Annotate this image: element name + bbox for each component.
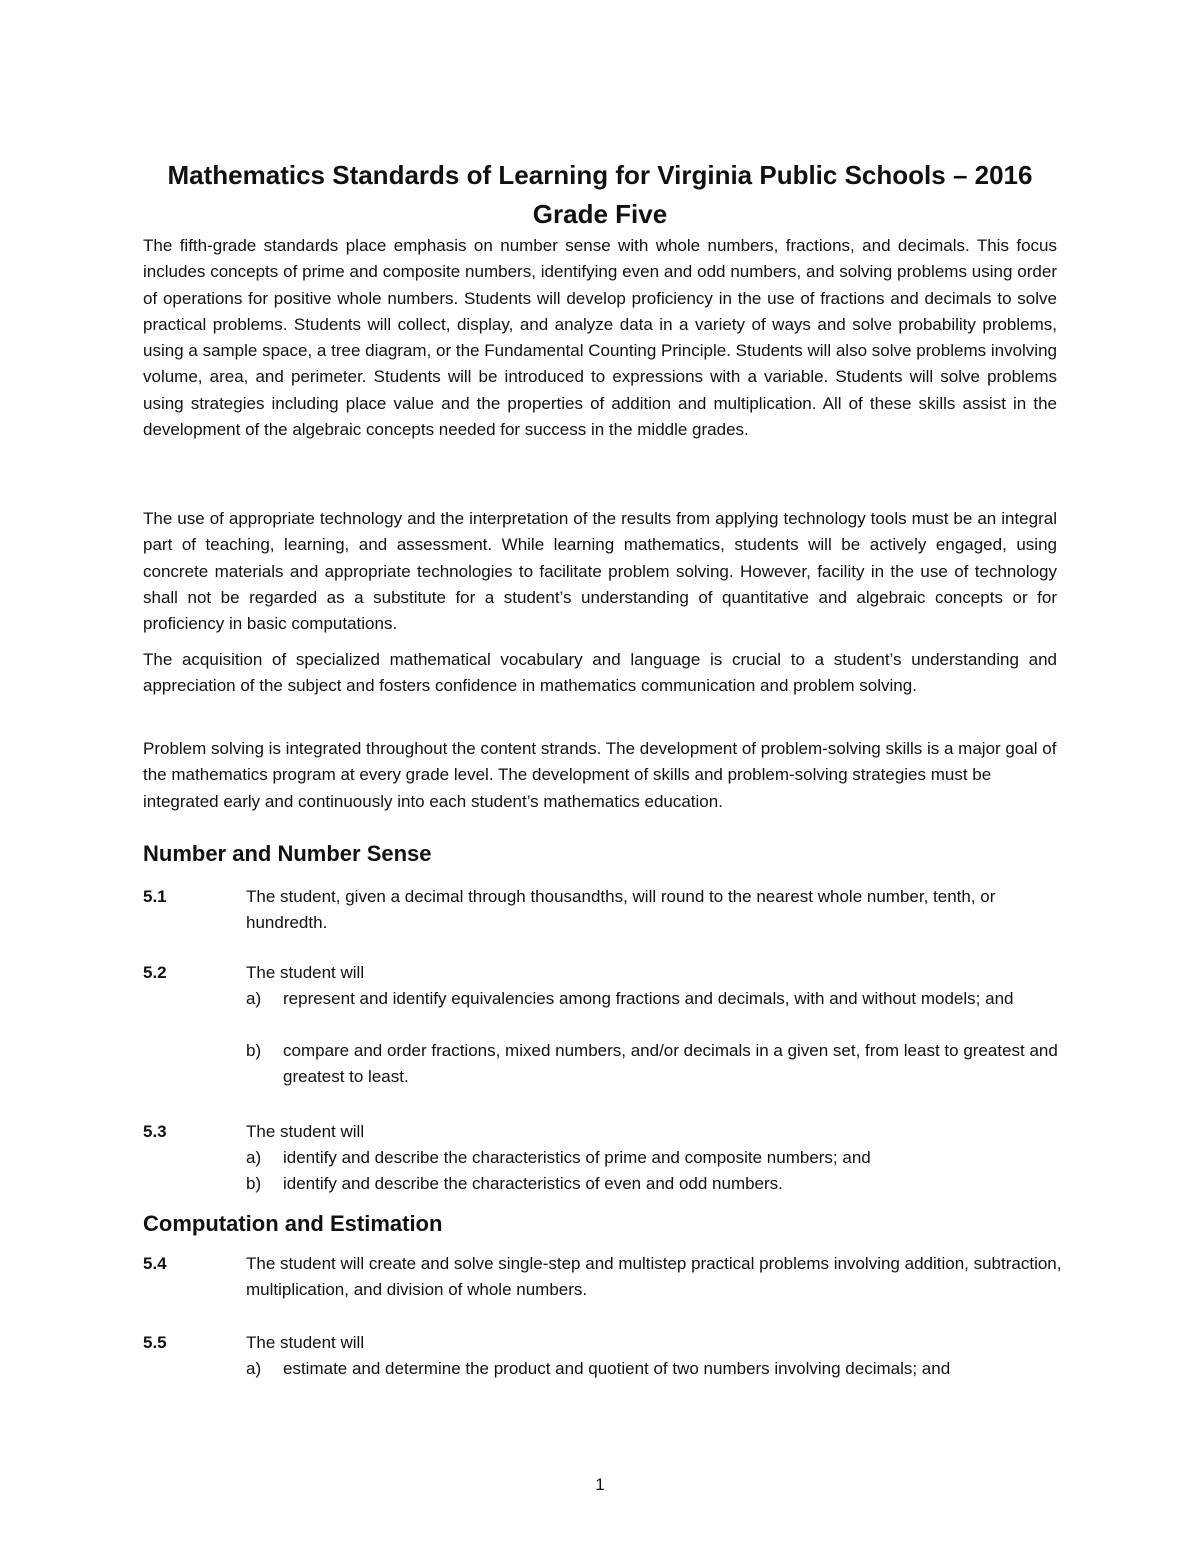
standard-text: The student will	[246, 1333, 365, 1352]
sub-item-letter: a)	[246, 1148, 262, 1167]
standard-number: 5.2	[143, 963, 167, 982]
standard-text: The student will	[246, 963, 365, 982]
intro-paragraph: The fifth-grade standards place emphasis on number sense with whole numbers, fractions, and decimals. This focus includes concepts of prime and composite numbers, identifying even and odd numbers, and solving problems using order of operations for positive whole numbers. Students will develop proficiency in the use of fractions and decimals to solve practical problems. Students will collect, display, and analyze data in a variety of ways and solve probability problems, using a sample space, a tree diagram, or the Fundamental Counting Principle. Students will also solve problems involving volume, area, and perimeter. Students will be introduced to expressions with a variable. Students will solve problems using strategies including place value and the properties of addition and multiplication. All of these skills assist in the development of the algebraic concepts needed for success in the middle grades.	[143, 236, 1057, 440]
standard-number: 5.5	[143, 1333, 167, 1352]
standard-number: 5.1	[143, 887, 167, 906]
sub-item-text: identify and describe the characteristics of prime and composite numbers; and	[283, 1148, 871, 1167]
sub-item-letter: b)	[246, 1174, 262, 1193]
sub-item-text: compare and order fractions, mixed numbers, and/or decimals in a given set, from least to greatest and greatest to least.	[283, 1041, 1058, 1086]
intro-paragraph: Problem solving is integrated throughout the content strands. The development of problem-solving skills is a major goal of the mathematics program at every grade level. The development of skills and problem-solving strategies must be integrated early and continuously into each student’s mathematics education.	[143, 739, 1057, 811]
page-number: 1	[595, 1475, 605, 1494]
document-title: Mathematics Standards of Learning for Virginia Public Schools – 2016	[167, 160, 1033, 190]
grade-title: Grade Five	[532, 199, 668, 229]
standard-number: 5.4	[143, 1254, 167, 1273]
section-heading: Computation and Estimation	[143, 1211, 443, 1236]
sub-item-letter: a)	[246, 989, 262, 1008]
intro-paragraph: The acquisition of specialized mathematical vocabulary and language is crucial to a student’s understanding and appreciation of the subject and fosters confidence in mathematics communication and problem solving.	[143, 650, 1057, 696]
standard-text: The student will	[246, 1122, 365, 1141]
sub-item-text: estimate and determine the product and quotient of two numbers involving decimals; and	[283, 1359, 951, 1378]
section-heading: Number and Number Sense	[143, 841, 432, 866]
sub-item-text: identify and describe the characteristics of even and odd numbers.	[283, 1174, 783, 1193]
standard-text: The student will create and solve single-step and multistep practical problems involving addition, subtraction, multiplication, and division of whole numbers.	[246, 1254, 1062, 1299]
sub-item-text: represent and identify equivalencies among fractions and decimals, with and without models; and	[283, 989, 1014, 1008]
sub-item-letter: a)	[246, 1359, 262, 1378]
sub-item-letter: b)	[246, 1041, 262, 1060]
standard-text: The student, given a decimal through thousandths, will round to the nearest whole number, tenth, or hundredth.	[246, 887, 996, 932]
standard-number: 5.3	[143, 1122, 167, 1141]
intro-paragraph: The use of appropriate technology and the interpretation of the results from applying technology tools must be an integral part of teaching, learning, and assessment. While learning mathematics, students will be actively engaged, using concrete materials and appropriate technologies to facilitate problem solving. However, facility in the use of technology shall not be regarded as a substitute for a student’s understanding of quantitative and algebraic concepts or for proficiency in basic computations.	[143, 509, 1057, 634]
